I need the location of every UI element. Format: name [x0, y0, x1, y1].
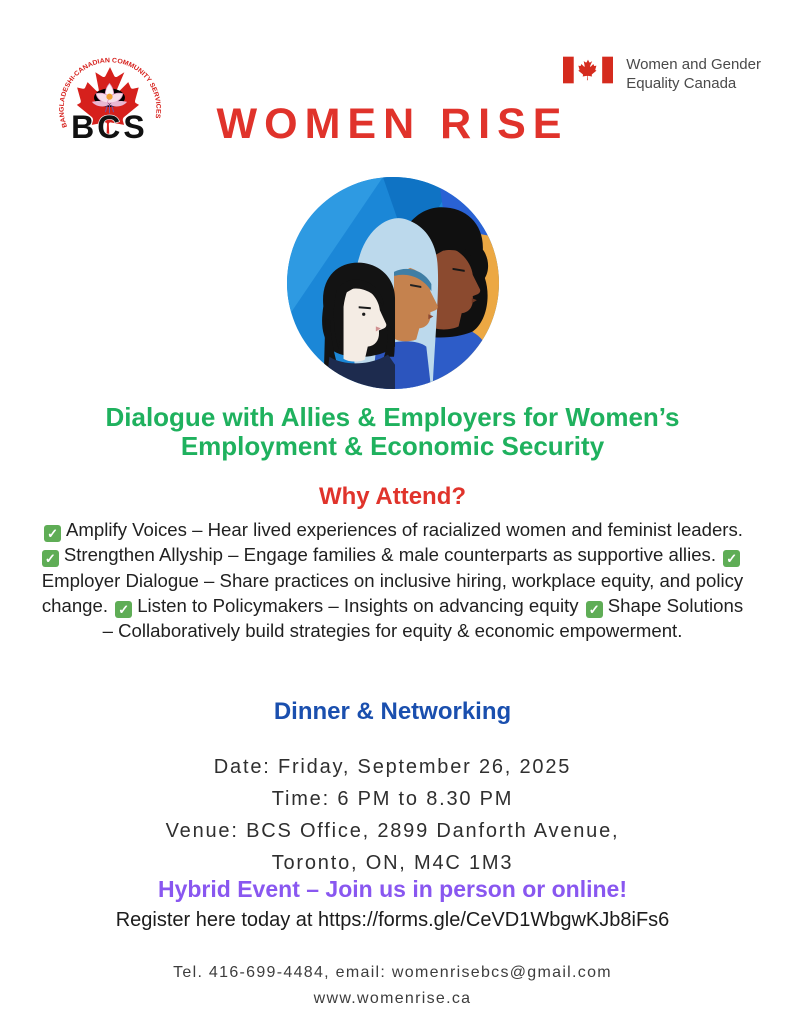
canada-flag-icon — [563, 54, 613, 86]
wge-wordmark — [626, 54, 761, 94]
three-women-illustration — [287, 177, 499, 389]
event-subtitle: Dialogue with Allies & Employers for Women’s Employment & Economic Security — [105, 402, 680, 462]
check-icon: ✓ — [586, 601, 603, 618]
footer-website: www.womenrise.ca — [313, 990, 472, 1008]
check-icon: ✓ — [115, 601, 132, 618]
event-time: Time: 6 PM to 8.30 PM — [271, 788, 514, 810]
check-icon: ✓ — [44, 525, 61, 542]
why-attend-segment: Strengthen Allyship – Engage families & male counterparts as supportive allies. — [63, 544, 722, 566]
page-title: WOMEN RISE — [216, 100, 569, 148]
event-venue-line1: Venue: BCS Office, 2899 Danforth Avenue, — [165, 820, 620, 842]
why-attend-heading: Why Attend? — [318, 483, 467, 510]
why-attend-segment: Amplify Voices – Hear lived experiences of racialized women and feminist leaders. — [66, 519, 743, 540]
why-attend-segment: Employer Dialogue – Share practices on inclusive hiring, workplace equity, and policy change. — [41, 569, 744, 616]
wge-line1: Women and Gender — [626, 56, 761, 73]
event-details — [0, 751, 785, 879]
footer-tel-email: Tel. 416-699-4484, email: womenrisebcs@gmail.com — [173, 964, 612, 981]
bcs-arc-text: BANGLADESHI-CANADIAN COMMUNITY SERVICES — [58, 57, 162, 129]
bcs-acronym: BCS — [71, 108, 148, 140]
dinner-networking-heading: Dinner & Networking — [273, 698, 512, 725]
why-attend-text — [40, 517, 746, 643]
hybrid-event-line: Hybrid Event – Join us in person or online! — [157, 876, 627, 902]
footer-contact — [0, 960, 785, 1013]
why-attend-segment: Shape Solutions – Collaboratively build strategies for equity & economic empowerment. — [102, 594, 744, 642]
register-line: Register here today at https://forms.gle/CeVD1WbgwKJb8iFs6 — [115, 909, 670, 931]
why-attend-segment: Listen to Policymakers – Insights on advancing equity — [137, 594, 584, 616]
check-icon: ✓ — [723, 550, 740, 567]
wge-line2: Equality Canada — [626, 74, 737, 92]
event-date: Date: Friday, September 26, 2025 — [213, 756, 572, 778]
wge-canada-logo — [563, 54, 761, 94]
event-venue-line2: Toronto, ON, M4C 1M3 — [271, 852, 514, 874]
check-icon: ✓ — [42, 550, 59, 567]
why-attend-section — [0, 517, 785, 643]
